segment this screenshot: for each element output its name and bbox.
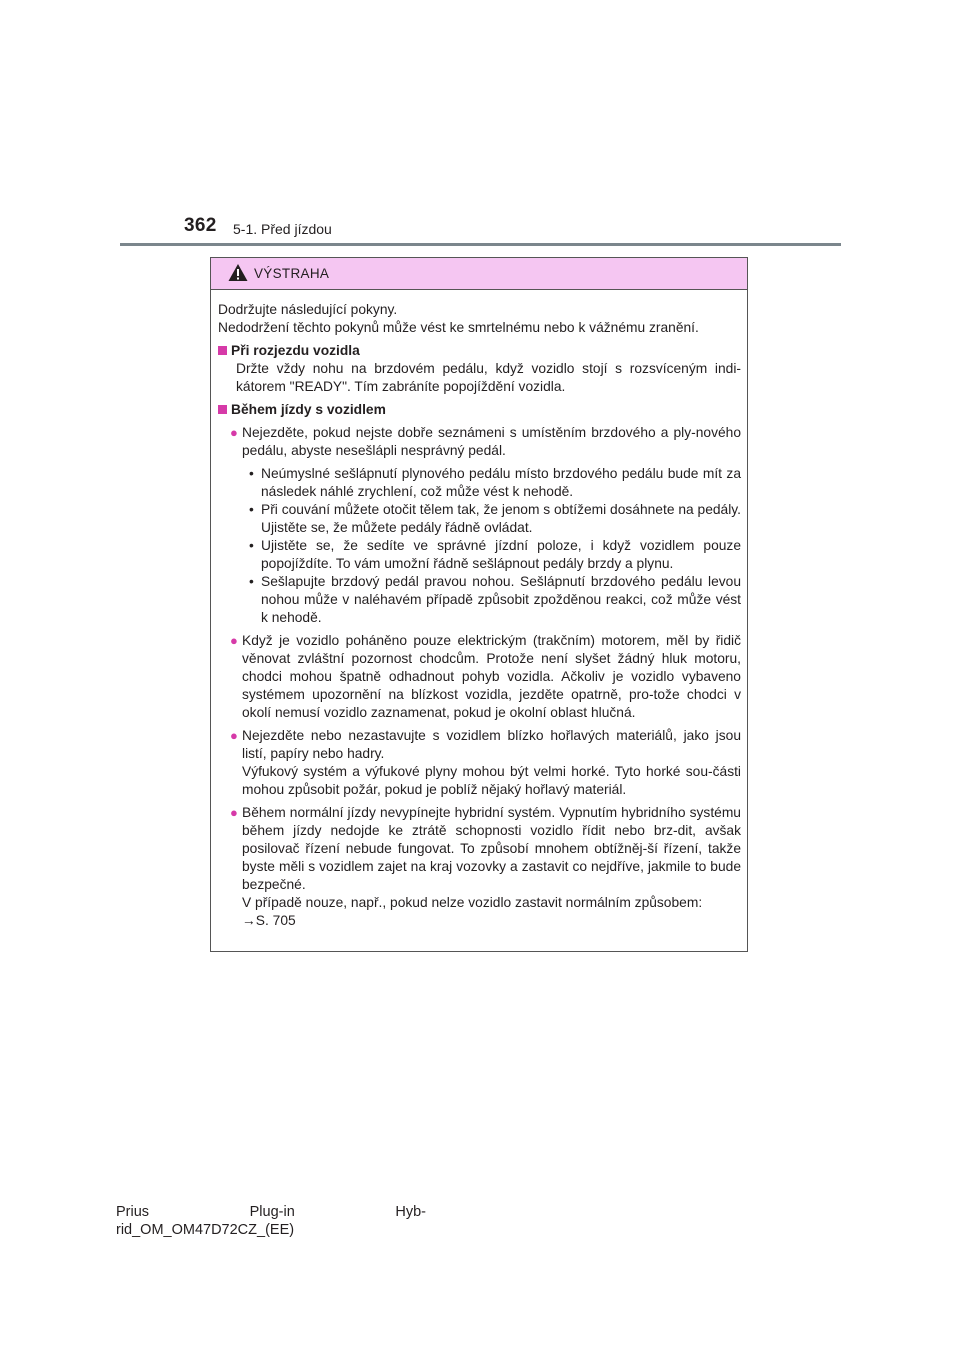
- section-heading: Při rozjezdu vozidla: [218, 342, 741, 360]
- section-paragraph: Držte vždy nohu na brzdovém pedálu, když vozidlo stojí s rozsvíceným indi-kátorem "READY". Tím zabráníte popojíždění vozidla.: [236, 361, 741, 394]
- section-heading: Během jízdy s vozidlem: [218, 401, 741, 419]
- warning-box: [210, 257, 748, 952]
- intro-line: Nedodržení těchto pokynů může vést ke smrtelnému nebo k vážnému zranění.: [218, 320, 699, 335]
- warning-body: [211, 290, 747, 930]
- warning-title: VÝSTRAHA: [254, 266, 330, 281]
- circle-bullet-icon: ●: [230, 633, 238, 648]
- circle-bullet-icon: ●: [230, 425, 238, 440]
- page-reference: →S. 705: [242, 913, 296, 928]
- warning-header: [211, 258, 747, 290]
- sub-bullet-item: • Ujistěte se, že sedíte ve správné jízdní poloze, i když vozidlem pouze popojíždíte. To vám umožní řádně sešlápnout pedály brzdy a plynu.: [249, 538, 741, 571]
- warning-triangle-icon: [228, 263, 248, 282]
- sub-bullet-item: • Sešlapujte brzdový pedál pravou nohou. Sešlápnutí brzdového pedálu levou nohou může v naléhavém případě způsobit zpožděnou reakci, což může vést k nehodě.: [249, 574, 741, 625]
- circle-bullet-icon: ●: [230, 805, 238, 820]
- square-bullet-icon: [218, 405, 227, 414]
- list-item: ● Nejezděte nebo nezastavujte s vozidlem blízko hořlavých materiálů, jako jsou listí, papíry nebo hadry. Výfukový systém a výfukové plyny mohou být velmi horké. Tyto horké sou-části mohou způsobit požár, pokud je poblíž nějaký hořlavý materiál.: [230, 728, 741, 797]
- list-item: ● Během normální jízdy nevypínejte hybridní systém. Vypnutím hybridního systému během jízdy nedojde ke ztrátě schopnosti vozidlo řídit nebo brz-dit, avšak posilovač řízení nebude fungovat. To způsobí mnohem obtížněj-ší řízení, takže byste měli s vozidlem zajet na kraj vozovky a zastavit co nejdříve, jakmile to bude bezpečné. V případě nouze, např., pokud nelze vozidlo zastavit normálním způsobem: →S. 705: [230, 805, 741, 928]
- sub-bullet-list: [246, 465, 741, 627]
- sub-bullet-item: • Při couvání můžete otočit tělem tak, že jenom s obtížemi dosáhnete na pedály. Ujistěte se, že můžete pedály řádně ovládat.: [249, 502, 741, 535]
- header-divider: [120, 243, 841, 246]
- circle-bullet-icon: ●: [230, 728, 238, 743]
- section-title: 5-1. Před jízdou: [233, 221, 332, 237]
- footer-line-2: rid_OM_OM47D72CZ_(EE): [116, 1222, 295, 1238]
- intro-line: Dodržujte následující pokyny.: [218, 302, 398, 317]
- footer-line-1: Prius Plug-in Hyb-: [116, 1204, 426, 1220]
- list-item: ● Když je vozidlo poháněno pouze elektrickým (trakčním) motorem, měl by řidič věnovat zvláštní pozornost chodcům. Protože není slyšet žádný hluk motoru, chodci mohou špatně odhadnout pohyb vozidla. Ačkoliv je vozidlo vybaveno systémem upozornění na blízkost vozidla, jezděte opatrně, pro-tože chodci v okolí nemusí vozidlo zaznamenat, pokud je okolní oblast hlučná.: [230, 633, 741, 720]
- list-item: ● Nejezděte, pokud nejste dobře seznámeni s umístěním brzdového a ply-nového pedálu, abyste nesešlápli nesprávný pedál.: [230, 425, 741, 458]
- square-bullet-icon: [218, 346, 227, 355]
- sub-bullet-item: • Neúmyslné sešlápnutí plynového pedálu místo brzdového pedálu bude mít za následek náhlé zrychlení, což může vést k nehodě.: [249, 466, 741, 499]
- footer: [116, 1203, 426, 1239]
- page-number: 362: [184, 215, 217, 236]
